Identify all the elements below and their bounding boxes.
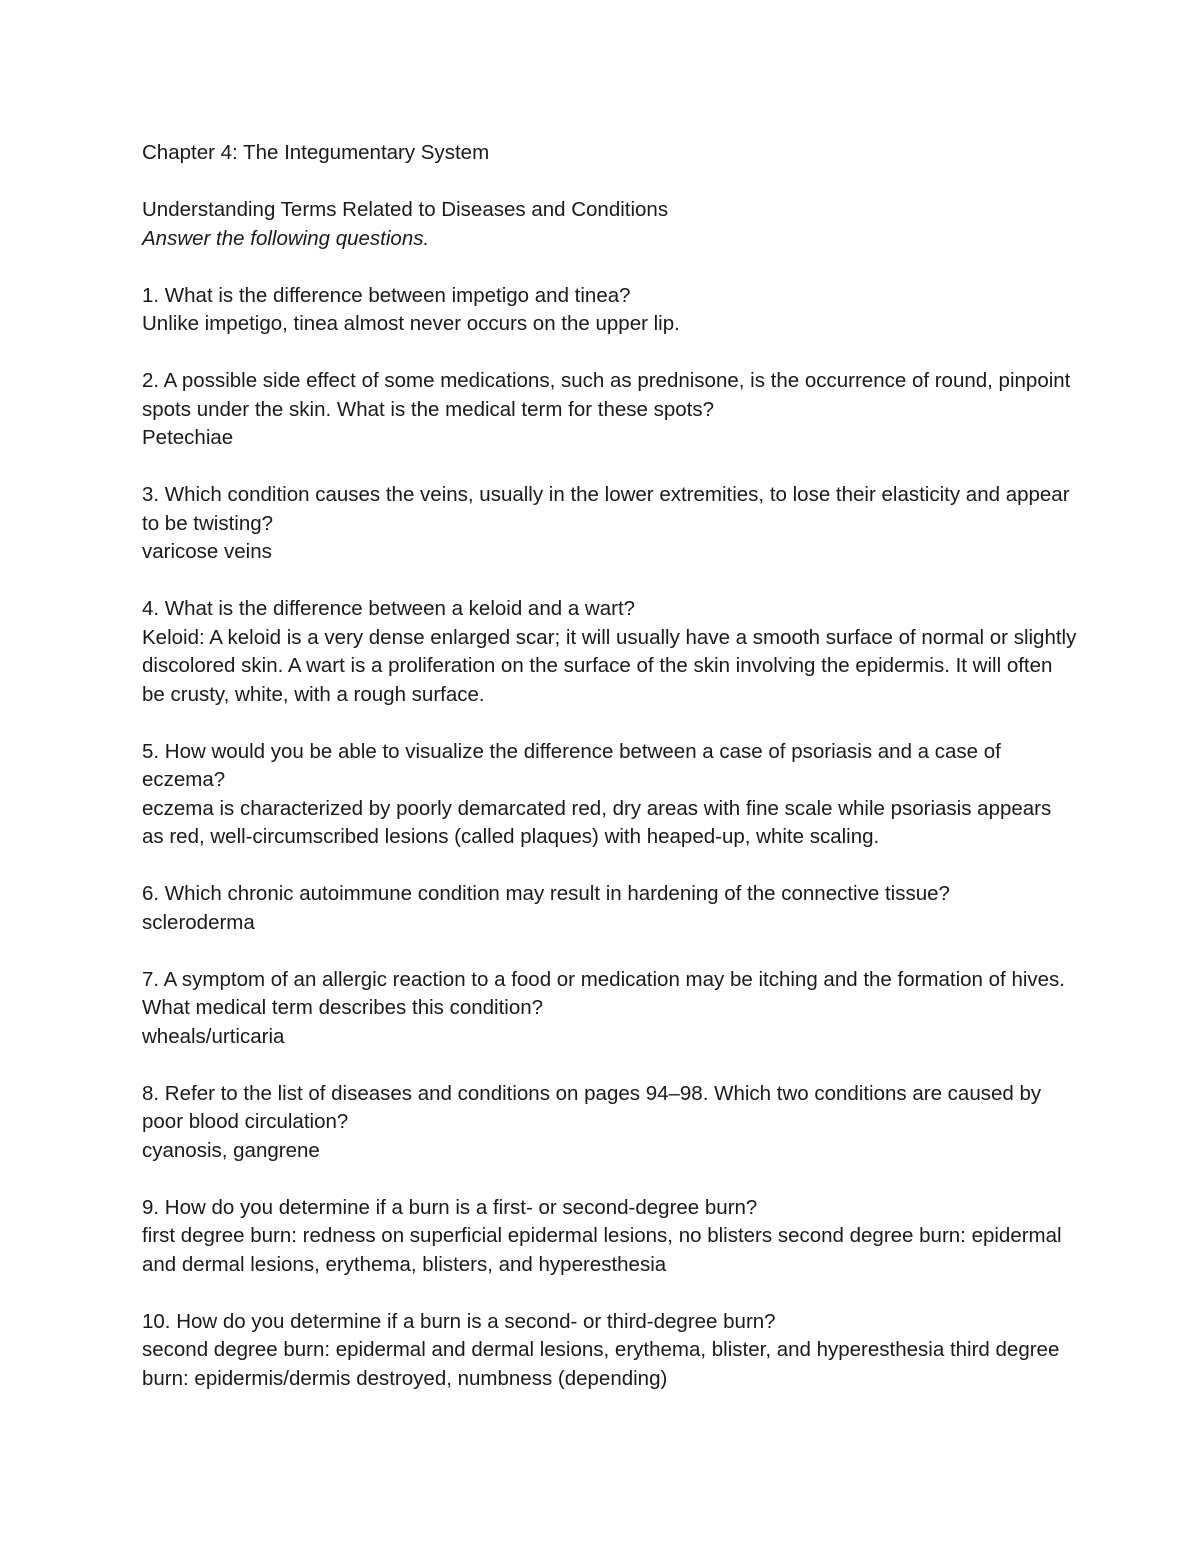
question-item-1 [142,282,1077,339]
question-text: 2. A possible side effect of some medications, such as prednisone, is the occurrence of round, pinpoint spots under the skin. What is the medical term for these spots? [142,369,1071,421]
section-header [142,196,1077,253]
chapter-title: Chapter 4: The Integumentary System [142,141,490,164]
question-item-2 [142,367,1077,453]
answer-text: Keloid: A keloid is a very dense enlarged scar; it will usually have a smooth surface of normal or slightly discolored skin. A wart is a proliferation on the surface of the skin involving the epidermis. It will often be crusty, white, with a rough surface. [142,625,1077,706]
question-item-4 [142,595,1077,709]
answer-text: Unlike impetigo, tinea almost never occurs on the upper lip. [142,312,680,335]
answer-text: wheals/urticaria [142,1024,285,1048]
question-text: 5. How would you be able to visualize the difference between a case of psoriasis and a case of eczema? [142,739,1001,791]
question-text: 1. What is the difference between impetigo and tinea? [142,283,631,307]
question-item-9 [142,1194,1077,1280]
spacer [142,168,1077,197]
answer-text: varicose veins [142,540,272,563]
question-text: 8. Refer to the list of diseases and conditions on pages 94–98. Which two conditions are caused by poor blood circulation? [142,1081,1042,1133]
question-item-6 [142,880,1077,937]
answer-text: Petechiae [142,426,234,449]
question-item-5 [142,738,1077,852]
document-page [142,139,1077,1422]
answer-text: eczema is characterized by poorly demarcated red, dry areas with fine scale while psoriasis appears as red, well-circumscribed lesions (called plaques) with heaped-up, white scaling. [142,796,1052,848]
question-item-10 [142,1308,1077,1394]
question-text: 9. How do you determine if a burn is a first- or second-degree burn? [142,1195,758,1219]
section-heading: Understanding Terms Related to Diseases and Conditions [142,198,669,221]
question-text: 4. What is the difference between a keloid and a wart? [142,597,636,620]
question-text: 7. A symptom of an allergic reaction to a food or medication may be itching and the formation of hives. What medical term describes this condition? [142,967,1066,1019]
question-item-3 [142,481,1077,567]
question-text: 6. Which chronic autoimmune condition may result in hardening of the connective tissue? [142,882,950,905]
answer-text: scleroderma [142,910,255,934]
question-item-8 [142,1080,1077,1166]
spacer [142,253,1077,282]
answer-text: second degree burn: epidermal and dermal lesions, erythema, blister, and hyperesthesia third degree burn: epidermis/dermis destroyed, numbness (depending) [142,1338,1060,1390]
answer-text: cyanosis, gangrene [142,1138,320,1162]
answer-text: first degree burn: redness on superficial epidermal lesions, no blisters second degree burn: epidermal and dermal lesions, erythema, blisters, and hyperesthesia [142,1224,1062,1276]
instructions-text: Answer the following questions. [142,226,430,250]
question-text: 3. Which condition causes the veins, usually in the lower extremities, to lose their elasticity and appear to be twisting? [142,483,1070,535]
question-text: 10. How do you determine if a burn is a second- or third-degree burn? [142,1309,776,1333]
question-item-7 [142,966,1077,1052]
